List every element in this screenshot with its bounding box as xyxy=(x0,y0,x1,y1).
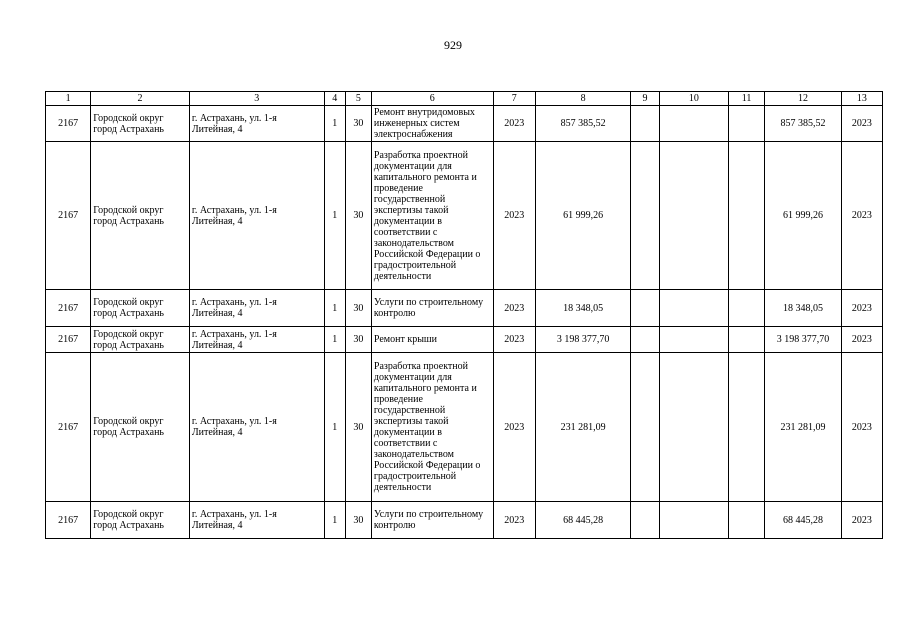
col4-cell: 1 xyxy=(324,327,345,353)
col13-year-cell: 2023 xyxy=(841,106,882,142)
total-cost-cell: 3 198 377,70 xyxy=(535,327,631,353)
year-cell: 2023 xyxy=(493,290,535,327)
year-cell: 2023 xyxy=(493,142,535,290)
object-id-cell: 2167 xyxy=(46,327,91,353)
object-id-cell: 2167 xyxy=(46,290,91,327)
col10-cell xyxy=(659,502,728,539)
col11-cell xyxy=(729,290,765,327)
municipality-cell: Городской округ город Астрахань xyxy=(91,327,190,353)
col11-cell xyxy=(729,502,765,539)
col11-cell xyxy=(729,142,765,290)
col5-cell: 30 xyxy=(345,327,371,353)
municipality-cell: Городской округ город Астрахань xyxy=(91,290,190,327)
total-cost-cell: 68 445,28 xyxy=(535,502,631,539)
total-cost-cell: 18 348,05 xyxy=(535,290,631,327)
header-row xyxy=(46,92,883,106)
col10-cell xyxy=(659,327,728,353)
col12-cost-cell: 231 281,09 xyxy=(765,353,841,502)
column-header: 12 xyxy=(765,92,841,106)
object-id-cell: 2167 xyxy=(46,502,91,539)
col5-cell: 30 xyxy=(345,142,371,290)
work-type-cell: Разработка проектной документации для капитального ремонта и проведение государственной экспертизы такой документации в соответствии с законодательством Российской Федерации о градостроительной деятельности xyxy=(371,353,493,502)
municipality-cell: Городской округ город Астрахань xyxy=(91,106,190,142)
address-cell: г. Астрахань, ул. 1-я Литейная, 4 xyxy=(189,327,324,353)
col4-cell: 1 xyxy=(324,502,345,539)
column-header: 6 xyxy=(371,92,493,106)
col9-cell xyxy=(631,353,659,502)
col5-cell: 30 xyxy=(345,353,371,502)
col5-cell: 30 xyxy=(345,106,371,142)
year-cell: 2023 xyxy=(493,106,535,142)
col9-cell xyxy=(631,142,659,290)
address-cell: г. Астрахань, ул. 1-я Литейная, 4 xyxy=(189,142,324,290)
column-header: 2 xyxy=(91,92,190,106)
col10-cell xyxy=(659,290,728,327)
col9-cell xyxy=(631,327,659,353)
col13-year-cell: 2023 xyxy=(841,353,882,502)
column-header: 9 xyxy=(631,92,659,106)
municipality-cell: Городской округ город Астрахань xyxy=(91,353,190,502)
object-id-cell: 2167 xyxy=(46,353,91,502)
municipality-cell: Городской округ город Астрахань xyxy=(91,142,190,290)
table-row xyxy=(46,106,883,142)
object-id-cell: 2167 xyxy=(46,142,91,290)
col12-cost-cell: 857 385,52 xyxy=(765,106,841,142)
year-cell: 2023 xyxy=(493,353,535,502)
column-header: 8 xyxy=(535,92,631,106)
col4-cell: 1 xyxy=(324,290,345,327)
col5-cell: 30 xyxy=(345,502,371,539)
total-cost-cell: 857 385,52 xyxy=(535,106,631,142)
column-header: 3 xyxy=(189,92,324,106)
col11-cell xyxy=(729,327,765,353)
col4-cell: 1 xyxy=(324,353,345,502)
object-id-cell: 2167 xyxy=(46,106,91,142)
col12-cost-cell: 68 445,28 xyxy=(765,502,841,539)
address-cell: г. Астрахань, ул. 1-я Литейная, 4 xyxy=(189,290,324,327)
col13-year-cell: 2023 xyxy=(841,142,882,290)
column-header: 4 xyxy=(324,92,345,106)
column-header: 1 xyxy=(46,92,91,106)
col4-cell: 1 xyxy=(324,106,345,142)
work-type-cell: Услуги по строительному контролю xyxy=(371,502,493,539)
col9-cell xyxy=(631,106,659,142)
work-type-cell: Ремонт крыши xyxy=(371,327,493,353)
municipality-cell: Городской округ город Астрахань xyxy=(91,502,190,539)
col12-cost-cell: 3 198 377,70 xyxy=(765,327,841,353)
col12-cost-cell: 61 999,26 xyxy=(765,142,841,290)
work-type-cell: Ремонт внутридомовых инженерных систем электроснабжения xyxy=(371,106,493,142)
col4-cell: 1 xyxy=(324,142,345,290)
total-cost-cell: 231 281,09 xyxy=(535,353,631,502)
table-row xyxy=(46,353,883,502)
register-table xyxy=(45,91,883,539)
year-cell: 2023 xyxy=(493,327,535,353)
column-header: 5 xyxy=(345,92,371,106)
table-row xyxy=(46,327,883,353)
col9-cell xyxy=(631,502,659,539)
table-row xyxy=(46,502,883,539)
col10-cell xyxy=(659,353,728,502)
work-type-cell: Услуги по строительному контролю xyxy=(371,290,493,327)
col11-cell xyxy=(729,106,765,142)
page-number: 929 xyxy=(444,38,462,52)
col10-cell xyxy=(659,106,728,142)
col13-year-cell: 2023 xyxy=(841,290,882,327)
address-cell: г. Астрахань, ул. 1-я Литейная, 4 xyxy=(189,502,324,539)
column-header: 10 xyxy=(659,92,728,106)
table-row xyxy=(46,290,883,327)
col12-cost-cell: 18 348,05 xyxy=(765,290,841,327)
col10-cell xyxy=(659,142,728,290)
work-type-cell: Разработка проектной документации для капитального ремонта и проведение государственной экспертизы такой документации в соответствии с законодательством Российской Федерации о градостроительной деятельности xyxy=(371,142,493,290)
col5-cell: 30 xyxy=(345,290,371,327)
address-cell: г. Астрахань, ул. 1-я Литейная, 4 xyxy=(189,106,324,142)
table-row xyxy=(46,142,883,290)
year-cell: 2023 xyxy=(493,502,535,539)
col13-year-cell: 2023 xyxy=(841,502,882,539)
col9-cell xyxy=(631,290,659,327)
total-cost-cell: 61 999,26 xyxy=(535,142,631,290)
column-header: 7 xyxy=(493,92,535,106)
column-header: 11 xyxy=(729,92,765,106)
column-header: 13 xyxy=(841,92,882,106)
col13-year-cell: 2023 xyxy=(841,327,882,353)
address-cell: г. Астрахань, ул. 1-я Литейная, 4 xyxy=(189,353,324,502)
col11-cell xyxy=(729,353,765,502)
